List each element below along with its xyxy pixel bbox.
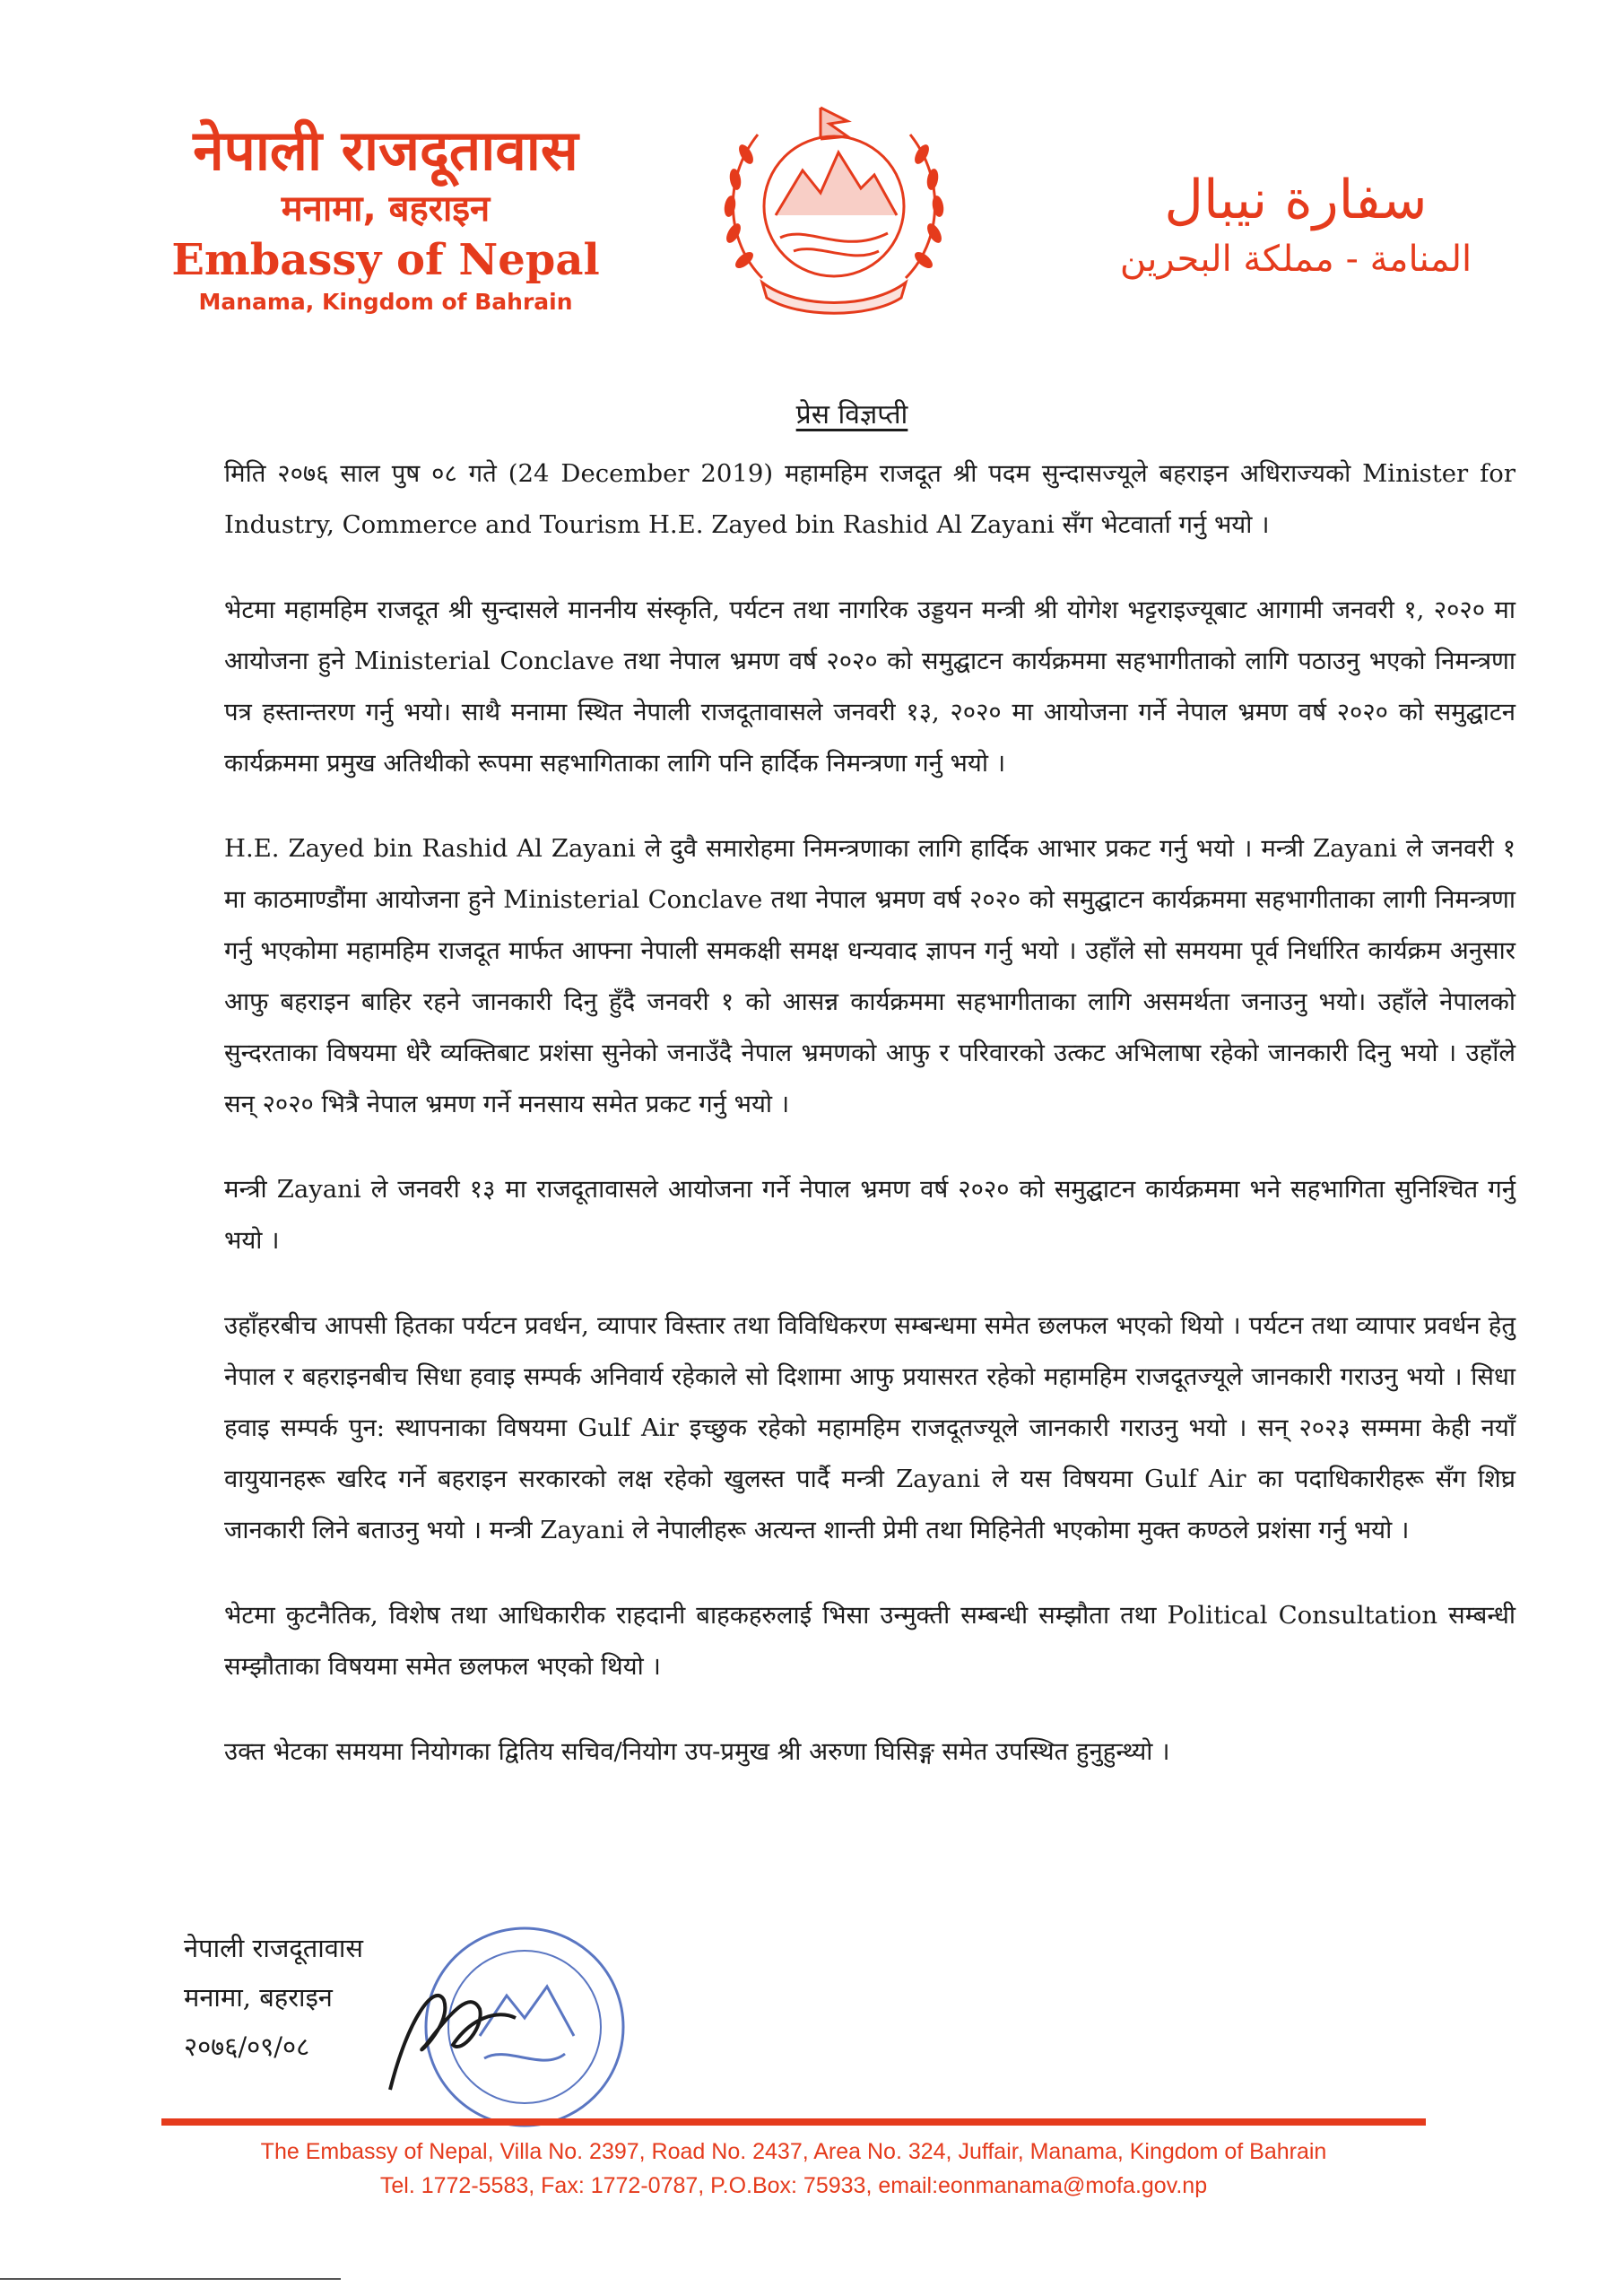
letterhead-left	[170, 117, 601, 317]
signature-city: मनामा, बहराइन	[184, 1982, 333, 2013]
paragraph-3: H.E. Zayed bin Rashid Al Zayani ले दुवै समारोहमा निमन्त्रणाका लागि हार्दिक आभार प्रकट गर्नु भयो । मन्त्री Zayani ले जनवरी १ मा काठमाण्डौंमा आयोजना हुने Ministerial Conclave तथा नेपाल भ्रमण वर्ष २०२० को समुद्घाटन कार्यक्रममा सहभागीताका लागी निमन्त्रणा गर्नु भएकोमा महामहिम राजदूत मार्फत आफ्ना नेपाली समकक्षी समक्ष धन्यवाद ज्ञापन गर्नु भयो । उहाँले सो समयमा पूर्व निर्धारित कार्यक्रम अनुसार आफु बहराइन बाहिर रहने जानकारी दिनु हुँदै जनवरी १ को आसन्न कार्यक्रममा सहभागीताका लागि असमर्थता जनाउनु भयो। उहाँले नेपालको सुन्दरताका विषयमा धेरै व्यक्तिबाट प्रशंसा सुनेको जनाउँदै नेपाल भ्रमणको आफु र परिवारको उत्कट अभिलाषा रहेको जानकारी दिनु भयो । उहाँले सन् २०२० भित्रै नेपाल भ्रमण गर्ने मनसाय समेत प्रकट गर्नु भयो ।	[224, 834, 1515, 1118]
official-stamp-icon	[372, 1910, 641, 2144]
paragraph-7: उक्त भेटका समयमा नियोगका द्वितिय सचिव/नियोग उप-प्रमुख श्री अरुणा घिसिङ्ग समेत उपस्थित हुनुहुन्थ्यो ।	[224, 1737, 1170, 1766]
nepal-emblem-icon	[708, 99, 960, 323]
paragraph-1: मिति २०७६ साल पुष ०८ गते (24 December 2019) महामहिम राजदूत श्री पदम सुन्दासज्यूले बहराइन अधिराज्यको Minister for Industry, Commerce and Tourism H.E. Zayed bin Rashid Al Zayani सँग भेटवार्ता गर्नु भयो ।	[224, 459, 1515, 539]
embassy-city-arabic: المنامة - مملكة البحرين	[1119, 239, 1472, 280]
signature-date: २०७६/०९/०८	[184, 2031, 310, 2062]
paragraph-5: उहाँहरबीच आपसी हितका पर्यटन प्रवर्धन, व्यापार विस्तार तथा विविधिकरण सम्बन्धमा समेत छलफल भएको थियो । पर्यटन तथा व्यापार प्रवर्धन हेतु नेपाल र बहराइनबीच सिधा हवाइ सम्पर्क अनिवार्य रहेकाले सो दिशामा आफु प्रयासरत रहेको महामहिम राजदूतज्यूले जानकारी गराउनु भयो । सिधा हवाइ सम्पर्क पुन: स्थापनाका विषयमा Gulf Air इच्छुक रहेको महामहिम राजदूतज्यूले जानकारी गराउनु भयो । सन् २०२३ सम्ममा केही नयाँ वायुयानहरू खरिद गर्ने बहराइन सरकारको लक्ष रहेको खुलस्त पार्दै मन्त्री Zayani ले यस विषयमा Gulf Air का पदाधिकारीहरू सँग शिघ्र जानकारी लिने बताउनु भयो । मन्त्री Zayani ले नेपालीहरू अत्यन्त शान्ती प्रेमी तथा मिहिनेती भएकोमा मुक्त कण्ठले प्रशंसा गर्नु भयो ।	[224, 1311, 1515, 1544]
embassy-city-english: Manama, Kingdom of Bahrain	[198, 289, 573, 315]
paragraph-6: भेटमा कुटनैतिक, विशेष तथा आधिकारीक राहदानी बाहकहरुलाई भिसा उन्मुक्ती सम्बन्धी सम्झौता तथा Political Consultation सम्बन्धी सम्झौताका विषयमा समेत छलफल भएको थियो ।	[224, 1601, 1515, 1681]
footer-address	[161, 2135, 1426, 2203]
footer-address-line: The Embassy of Nepal, Villa No. 2397, Road No. 2437, Area No. 324, Juffair, Manama, Kingdom of Bahrain	[260, 2139, 1327, 2164]
letterhead-right	[1049, 166, 1542, 284]
document-body	[224, 448, 1515, 1812]
signature-org: नेपाली राजदूतावास	[184, 1933, 364, 1963]
bottom-scan-line	[0, 2278, 341, 2280]
footer-rule	[161, 2118, 1426, 2126]
embassy-city-nepali: मनामा, बहराइन	[281, 188, 491, 230]
embassy-name-arabic: سفارة نيبال	[1164, 169, 1428, 231]
embassy-name-english: Embassy of Nepal	[171, 235, 600, 285]
paragraph-4: मन्त्री Zayani ले जनवरी १३ मा राजदूतावासले आयोजना गर्ने नेपाल भ्रमण वर्ष २०२० को समुद्घाटन कार्यक्रममा भने सहभागिता सुनिश्चित गर्नु भयो ।	[224, 1175, 1515, 1255]
embassy-name-nepali: नेपाली राजदूतावास	[193, 117, 578, 183]
paragraph-2: भेटमा महामहिम राजदूत श्री सुन्दासले माननीय संस्कृति, पर्यटन तथा नागरिक उड्डयन मन्त्री श्री योगेश भट्टराइज्यूबाट आगामी जनवरी १, २०२० मा आयोजना हुने Ministerial Conclave तथा नेपाल भ्रमण वर्ष २०२० को समुद्घाटन कार्यक्रममा सहभागीताको लागि पठाउनु भएको निमन्त्रणा पत्र हस्तान्तरण गर्नु भयो। साथै मनामा स्थित नेपाली राजदूतावासले जनवरी १३, २०२० मा आयोजना गर्ने नेपाल भ्रमण वर्ष २०२० को समुद्घाटन कार्यक्रममा प्रमुख अतिथीको रूपमा सहभागिताका लागि पनि हार्दिक निमन्त्रणा गर्नु भयो ।	[224, 596, 1515, 778]
document-heading: प्रेस विज्ञप्ती	[795, 399, 908, 430]
footer-contact-line: Tel. 1772-5583, Fax: 1772-0787, P.O.Box: 75933, email:eonmanama@mofa.gov.np	[379, 2173, 1208, 2198]
